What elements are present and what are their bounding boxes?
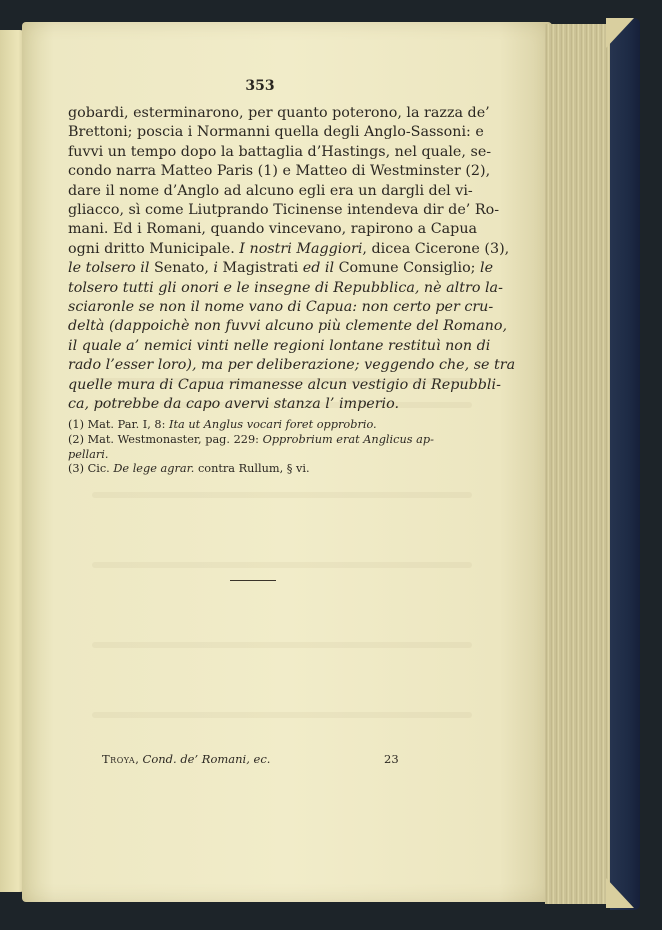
- text-line: [68, 182, 473, 201]
- text-segment: contra Rullum, § vi.: [194, 462, 310, 476]
- text-segment: Ita ut Anglus vocari foret opprobrio.: [169, 418, 377, 431]
- text-segment: il quale a’ nemici vinti nelle regioni lontane restituì non di: [68, 337, 491, 354]
- signature-number: 23: [384, 752, 399, 766]
- text-line: [68, 201, 500, 220]
- text-segment: gliacco, sì come Liutprando Ticinense intendeva dir de’ Ro-: [68, 202, 500, 219]
- text-segment: rado l’esser loro), ma per deliberazione; veggendo che, se tra: [68, 357, 516, 374]
- text-line: [68, 220, 478, 239]
- text-segment: sciaronle se non il nome vano di Capua: non certo per cru-: [68, 299, 494, 316]
- bleed-through-mark: [92, 492, 472, 498]
- page-block-edges: [545, 24, 615, 904]
- text-line: [68, 337, 491, 356]
- footnote-line: [68, 462, 454, 477]
- cover-corner-bottom: [606, 878, 634, 908]
- text-segment: pellari.: [68, 447, 109, 461]
- text-segment: mani. Ed i Romani, quando vincevano, rapirono a Capua: [68, 221, 478, 238]
- text-line: [68, 356, 516, 375]
- text-segment: i: [213, 260, 218, 277]
- signature-separator: ,: [135, 752, 143, 766]
- text-segment: ogni dritto Municipale.: [68, 240, 240, 257]
- signature-line: [102, 752, 399, 766]
- page-number: 353: [245, 78, 275, 94]
- signature-author: Troya: [102, 752, 136, 766]
- text-segment: le: [480, 260, 494, 277]
- text-segment: I nostri Maggiori: [239, 240, 363, 257]
- text-segment: condo narra Matteo Paris (1) e Matteo di Westminster (2),: [68, 163, 491, 180]
- text-segment: fuvvi un tempo dopo la battaglia d’Hastings, nel quale, se-: [68, 143, 492, 160]
- signature-title: Cond. de’ Romani: [142, 752, 247, 766]
- text-line: [68, 279, 503, 298]
- text-line: [68, 298, 494, 317]
- text-segment: De lege agrar.: [113, 462, 195, 476]
- text-segment: quelle mura di Capua rimanesse alcun vestigio di Repubbli-: [68, 376, 501, 393]
- text-line: [68, 162, 491, 181]
- text-line: [68, 143, 492, 162]
- text-segment: ca, potrebbe da capo avervi stanza l’ imperio.: [68, 396, 399, 413]
- text-segment: ed il: [302, 260, 335, 277]
- footnote-line: [68, 433, 454, 448]
- footnote-line: [68, 418, 454, 433]
- text-line: [68, 259, 494, 278]
- main-text: [68, 104, 516, 415]
- text-line: [68, 240, 510, 259]
- text-line: [68, 317, 508, 336]
- text-segment: Opprobrium erat Anglicus ap-: [262, 432, 434, 446]
- text-segment: dare il nome d’Anglo ad alcuno egli era un dargli del vi-: [68, 182, 473, 199]
- book-cover: [610, 18, 640, 910]
- text-segment: tolsero tutti gli onori e le insegne di Repubblica, nè altro la-: [68, 279, 503, 296]
- text-segment: (2) Mat. Westmonaster, pag. 229:: [68, 432, 263, 446]
- text-line: [68, 104, 490, 123]
- text-segment: (3) Cic.: [68, 462, 114, 476]
- text-segment: gobardi, esterminarono, per quanto poterono, la razza de’: [68, 105, 490, 121]
- text-segment: Senato,: [149, 260, 214, 277]
- text-segment: Brettoni; poscia i Normanni quella degli Anglo-Sassoni: e: [68, 124, 484, 141]
- text-line: [68, 376, 501, 395]
- text-segment: , dicea Cicerone (3),: [362, 240, 510, 257]
- text-segment: le tolsero il: [68, 260, 150, 277]
- end-rule: [230, 580, 276, 581]
- text-segment: deltà (dappoichè non fuvvi alcuno più clemente del Romano,: [68, 318, 508, 335]
- text-segment: Magistrati: [218, 260, 303, 277]
- bleed-through-mark: [92, 712, 472, 718]
- text-segment: (1) Mat. Par. I, 8:: [68, 418, 170, 431]
- signature-suffix: , ec.: [246, 752, 271, 766]
- text-segment: Comune Consiglio;: [334, 260, 481, 277]
- footnote-line: [68, 448, 454, 463]
- bleed-through-mark: [92, 562, 472, 568]
- text-line: [68, 395, 454, 414]
- text-line: [68, 123, 484, 142]
- cover-corner-top: [606, 18, 634, 48]
- bleed-through-mark: [92, 642, 472, 648]
- footnotes: [68, 418, 454, 477]
